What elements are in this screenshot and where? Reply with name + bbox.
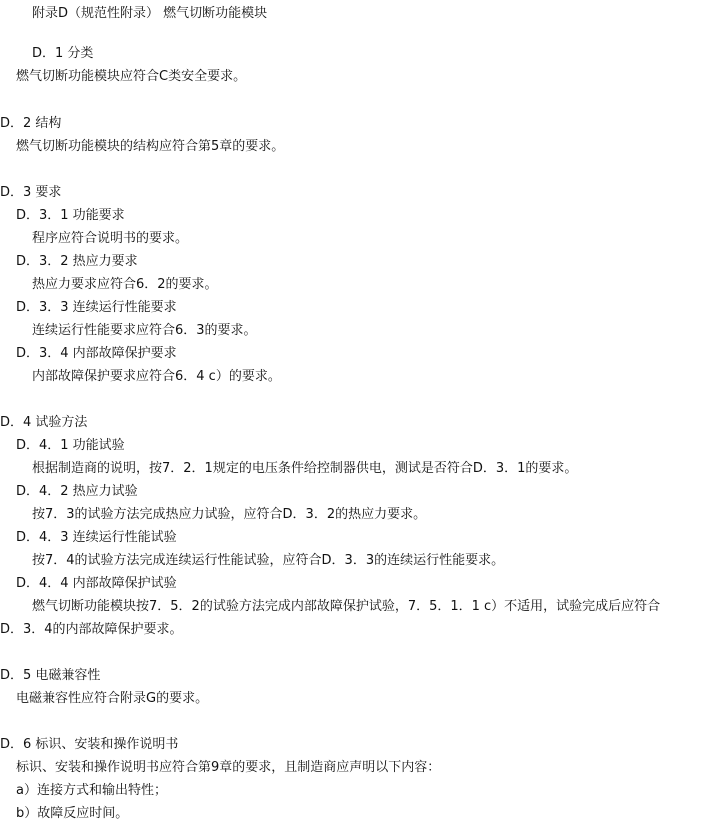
- list-item-a: a）连接方式和输出特性；: [16, 783, 167, 798]
- paragraph-d4-4-line2: D．3．4的内部故障保护要求。: [0, 622, 183, 637]
- paragraph-d3-4: 内部故障保护要求应符合6．4 c）的要求。: [32, 369, 281, 384]
- heading-d4-2: D．4．2 热应力试验: [16, 484, 138, 499]
- paragraph-d4-4-line1: 燃气切断功能模块按7．5．2的试验方法完成内部故障保护试验，7．5．1．1 c）不适用，试验完成后应符合: [32, 599, 661, 614]
- paragraph-d3-2: 热应力要求应符合6．2的要求。: [32, 277, 218, 292]
- heading-d4-4: D．4．4 内部故障保护试验: [16, 576, 177, 591]
- heading-d3: D．3 要求: [0, 185, 62, 200]
- list-item-b: b）故障反应时间。: [16, 806, 129, 821]
- heading-d5: D．5 电磁兼容性: [0, 668, 101, 683]
- heading-d4-1: D．4．1 功能试验: [16, 438, 125, 453]
- heading-d4: D．4 试验方法: [0, 415, 88, 430]
- heading-d3-3: D．3．3 连续运行性能要求: [16, 300, 177, 315]
- paragraph-d4-2: 按7．3的试验方法完成热应力试验，应符合D．3．2的热应力要求。: [32, 507, 427, 522]
- heading-d6: D．6 标识、安装和操作说明书: [0, 737, 179, 752]
- paragraph-d6: 标识、安装和操作说明书应符合第9章的要求，且制造商应声明以下内容：: [16, 760, 441, 775]
- annex-title: 附录D（规范性附录） 燃气切断功能模块: [32, 6, 268, 21]
- heading-d3-4: D．3．4 内部故障保护要求: [16, 346, 177, 361]
- heading-d3-2: D．3．2 热应力要求: [16, 254, 138, 269]
- paragraph-d4-1: 根据制造商的说明，按7．2．1规定的电压条件给控制器供电，测试是否符合D．3．1的要求。: [32, 461, 578, 476]
- heading-d3-1: D．3．1 功能要求: [16, 208, 125, 223]
- paragraph-d3-1: 程序应符合说明书的要求。: [32, 231, 189, 246]
- paragraph-d2: 燃气切断功能模块的结构应符合第5章的要求。: [16, 139, 285, 154]
- heading-d2: D．2 结构: [0, 116, 62, 131]
- paragraph-d1: 燃气切断功能模块应符合C类安全要求。: [16, 69, 247, 84]
- paragraph-d3-3: 连续运行性能要求应符合6．3的要求。: [32, 323, 257, 338]
- heading-d4-3: D．4．3 连续运行性能试验: [16, 530, 177, 545]
- heading-d1: D．1 分类: [32, 46, 94, 61]
- paragraph-d4-3: 按7．4的试验方法完成连续运行性能试验，应符合D．3．3的连续运行性能要求。: [32, 553, 505, 568]
- paragraph-d5: 电磁兼容性应符合附录G的要求。: [16, 691, 209, 706]
